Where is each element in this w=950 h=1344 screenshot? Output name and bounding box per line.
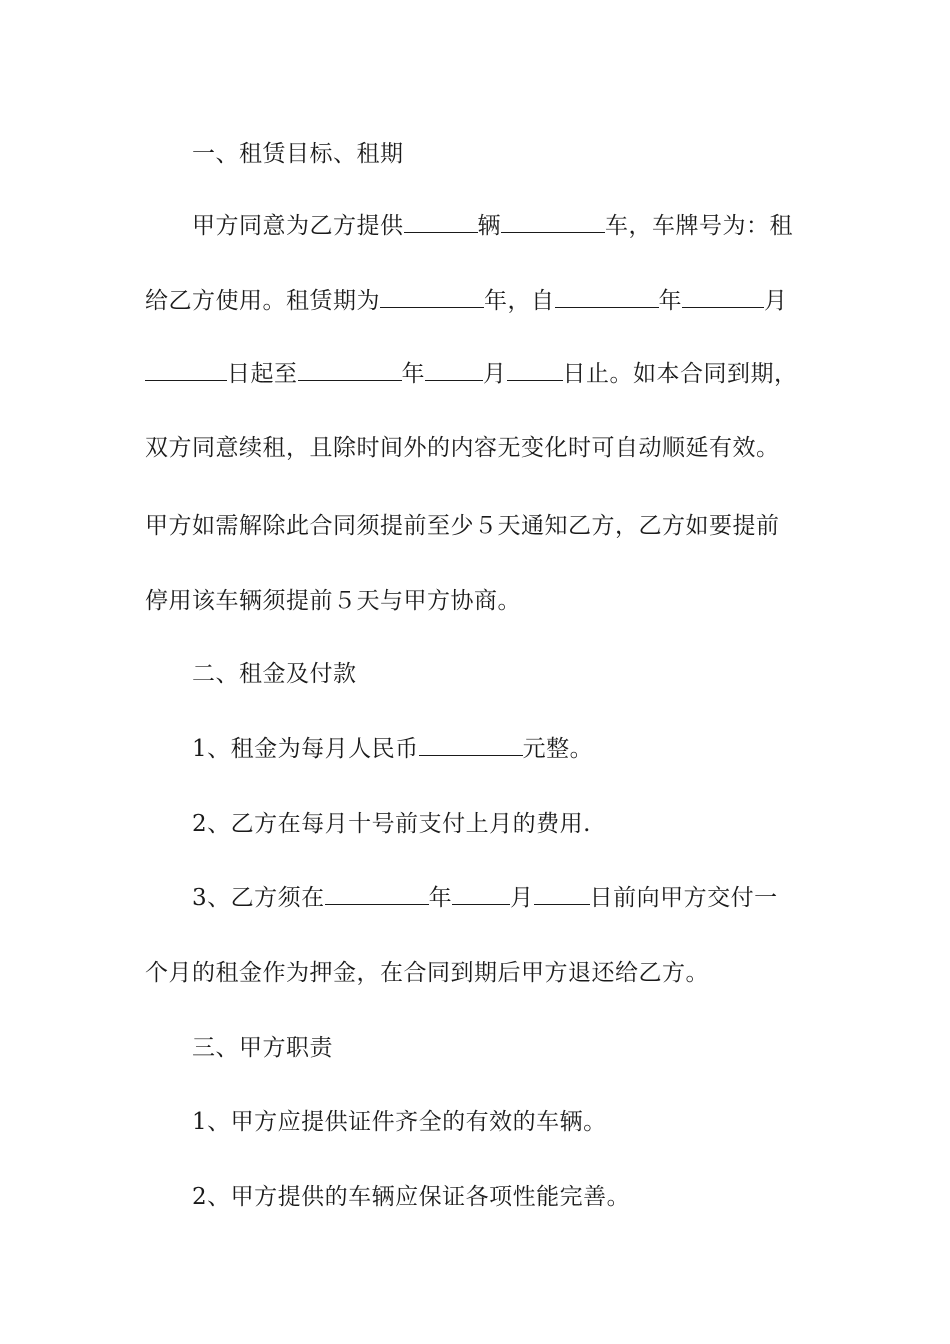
- fill-blank: [534, 882, 590, 905]
- paragraph-line: 停用该车辆须提前５天与甲方协商。: [145, 588, 521, 614]
- fill-blank: [452, 882, 510, 905]
- fill-blank: [145, 358, 227, 381]
- paragraph-line: 甲方同意为乙方提供 辆 车，车牌号为：租: [192, 210, 815, 242]
- fill-blank: [298, 358, 402, 381]
- fill-blank: [404, 210, 478, 233]
- fill-blank: [555, 285, 659, 308]
- fill-blank: [425, 358, 483, 381]
- section-heading-2: 二、租金及付款: [192, 661, 357, 687]
- paragraph-line: 1、租金为每月人民币 元整。: [192, 733, 815, 765]
- paragraph-line: 2、甲方提供的车辆应保证各项性能完善。: [192, 1184, 631, 1210]
- paragraph-line: 个月的租金作为押金，在合同到期后甲方退还给乙方。: [145, 960, 709, 986]
- fill-blank: [501, 210, 605, 233]
- fill-blank: [419, 733, 523, 756]
- section-heading-1: 一、租赁目标、租期: [192, 141, 404, 167]
- fill-blank: [380, 285, 484, 308]
- fill-blank: [325, 882, 429, 905]
- fill-blank: [682, 285, 764, 308]
- fill-blank: [507, 358, 563, 381]
- section-heading-3: 三、甲方职责: [192, 1035, 333, 1061]
- paragraph-line: 双方同意续租，且除时间外的内容无变化时可自动顺延有效。: [145, 435, 780, 461]
- paragraph-line: 甲方如需解除此合同须提前至少５天通知乙方，乙方如要提前: [145, 513, 780, 539]
- paragraph-line: 2、乙方在每月十号前支付上月的费用.: [192, 811, 591, 837]
- paragraph-line: 3、乙方须在 年 月 日前向甲方交付一: [192, 882, 815, 914]
- paragraph-line: 给乙方使用。租赁期为 年，自 年 月: [145, 285, 815, 317]
- paragraph-line: 1、甲方应提供证件齐全的有效的车辆。: [192, 1109, 607, 1135]
- paragraph-line: 日起至 年 月 日止。如本合同到期，: [145, 358, 815, 390]
